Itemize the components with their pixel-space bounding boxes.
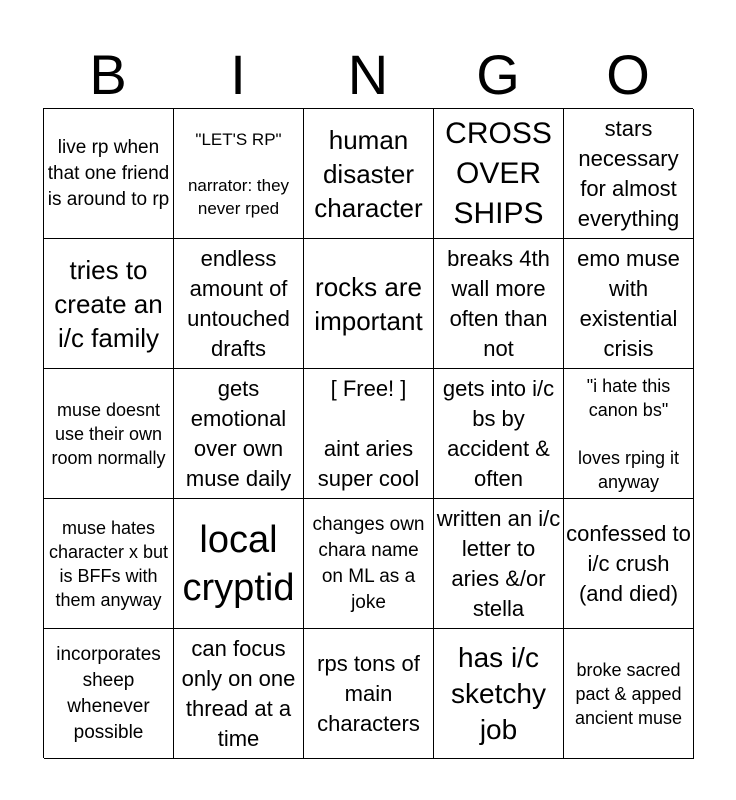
bingo-cell[interactable] [174,109,304,239]
header-letter-i: I [230,43,246,106]
bingo-cell[interactable] [564,369,694,499]
bingo-cell[interactable] [434,239,564,369]
cell-text: broke sacred pact & apped ancient muse [574,659,683,728]
cell-text: endless amount of untouched drafts [187,245,290,361]
cell-text: muse doesnt use their own room normally [51,399,166,468]
header-letter-g: G [476,43,520,106]
bingo-cell[interactable] [434,369,564,499]
header-letter-o: O [606,43,650,106]
bingo-cell[interactable] [304,109,434,239]
bingo-cell[interactable] [564,499,694,629]
cell-text: tries to create an i/c family [54,254,163,353]
cell-text: muse hates character x but is BFFs with them anyway [48,517,169,610]
cell-text: emo muse with existential crisis [577,245,680,361]
bingo-cell[interactable] [304,239,434,369]
cell-text: has i/c sketchy job [451,641,546,745]
bingo-cell[interactable] [174,369,304,499]
bingo-cell[interactable] [434,109,564,239]
cell-text: rocks are important [314,271,423,336]
bingo-cell[interactable] [434,629,564,759]
cell-text: breaks 4th wall more often than not [447,245,550,361]
cell-text: incorporates sheep whenever possible [56,643,161,743]
cell-text: gets emotional over own muse daily [185,375,292,491]
bingo-cell[interactable] [434,499,564,629]
cell-text: confessed to i/c crush (and died) [566,520,691,606]
bingo-cell[interactable] [44,629,174,759]
cell-text: [ Free! ] aint aries super cool [317,375,420,491]
bingo-cell[interactable] [44,239,174,369]
cell-text: rps tons of main characters [317,650,420,736]
bingo-cell free-space[interactable] [304,369,434,499]
cell-text: stars necessary for almost everything [577,115,680,231]
bingo-cell[interactable] [304,629,434,759]
bingo-cell[interactable] [304,499,434,629]
cell-text: live rp when that one friend is around to rp [47,136,170,210]
bingo-cell[interactable] [564,239,694,369]
cell-text: gets into i/c bs by accident & often [442,375,555,491]
cell-text: CROSS OVER SHIPS [445,116,552,230]
cell-text: "i hate this canon bs" loves rping it anyway [577,375,680,492]
bingo-cell[interactable] [44,499,174,629]
bingo-grid [43,108,693,758]
header-letter-n: N [347,43,389,106]
bingo-cell[interactable] [174,499,304,629]
cell-text: written an i/c letter to aries &/or stella [436,505,561,621]
header-letter-b: B [89,43,127,106]
bingo-cell[interactable] [44,109,174,239]
cell-text: "LET'S RP" narrator: they never rped [187,129,290,218]
bingo-header [43,40,693,110]
bingo-cell[interactable] [44,369,174,499]
bingo-cell[interactable] [174,629,304,759]
cell-text: local cryptid [182,518,295,609]
bingo-cell[interactable] [174,239,304,369]
bingo-cell[interactable] [564,109,694,239]
bingo-cell[interactable] [564,629,694,759]
cell-text: can focus only on one thread at a time [181,635,296,751]
cell-text: human disaster character [314,124,423,223]
cell-text: changes own chara name on ML as a joke [312,513,425,613]
